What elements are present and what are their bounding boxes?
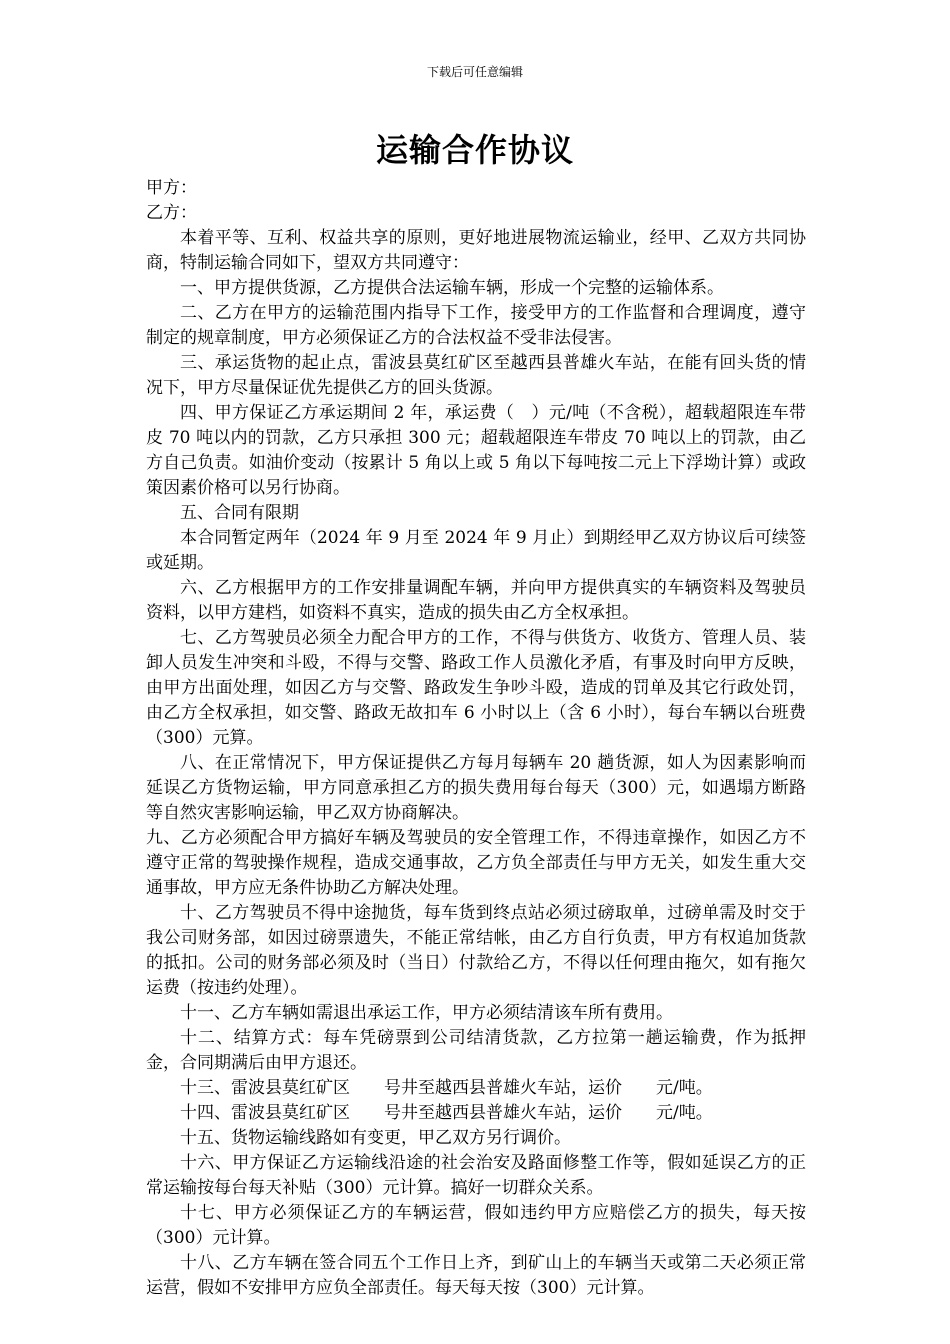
- document-title: 运输合作协议: [375, 131, 574, 169]
- document-body: [146, 176, 806, 1301]
- paragraph: 十六、甲方保证乙方运输线沿途的社会治安及路面修整工作等，假如延误乙方的正常运输按每台每天补贴（300）元计算。搞好一切群众关系。: [146, 1153, 806, 1198]
- paragraph: 三、承运货物的起止点，雷波县莫红矿区至越西县普雄火车站，在能有回头货的情况下，甲方尽量保证优先提供乙方的回头货源。: [146, 353, 806, 398]
- paragraph: 十二、结算方式：每车凭磅票到公司结清货款，乙方拉第一趟运输费，作为抵押金，合同期满后由甲方退还。: [146, 1028, 806, 1073]
- paragraph: 四、甲方保证乙方承运期间 2 年，承运费（ ）元/吨（不含税），超载超限连车带皮 70 吨以内的罚款，乙方只承担 300 元；超载超限连车带皮 70 吨以上的罚款，由乙方自己负责。如油价变动（按累计 5 角以上或 5 角以下每吨按二元上下浮坳计算）或政策因素价格可以另行协商。: [146, 403, 806, 498]
- paragraph: 甲方：: [146, 178, 197, 198]
- header-note: 下载后可任意编辑: [426, 65, 523, 79]
- paragraph: 本着平等、互利、权益共享的原则，更好地进展物流运输业，经甲、乙双方共同协商，特制运输合同如下，望双方共同遵守：: [146, 228, 806, 273]
- paragraph: 九、乙方必须配合甲方搞好车辆及驾驶员的安全管理工作，不得违章操作，如因乙方不遵守正常的驾驶操作规程，造成交通事故，乙方负全部责任与甲方无关，如发生重大交通事故，甲方应无条件协助乙方解决处理。: [146, 828, 806, 898]
- paragraph: 乙方：: [146, 203, 197, 223]
- paragraph: 十一、乙方车辆如需退出承运工作，甲方必须结清该车所有费用。: [180, 1003, 673, 1023]
- paragraph: 十、乙方驾驶员不得中途抛货，每车货到终点站必须过磅取单，过磅单需及时交于我公司财务部，如因过磅票遗失，不能正常结帐，由乙方自行负责，甲方有权追加货款的抵扣。公司的财务部必须及时（当日）付款给乙方，不得以任何理由拖欠，如有拖欠运费（按违约处理）。: [146, 903, 806, 998]
- paragraph: 一、甲方提供货源，乙方提供合法运输车辆，形成一个完整的运输体系。: [180, 278, 724, 298]
- paragraph: 十七、甲方必须保证乙方的车辆运营，假如违约甲方应赔偿乙方的损失，每天按（300）元计算。: [146, 1203, 806, 1248]
- paragraph: 七、乙方驾驶员必须全力配合甲方的工作，不得与供货方、收货方、管理人员、装卸人员发生冲突和斗殴，不得与交警、路政工作人员激化矛盾，有事及时向甲方反映，由甲方出面处理，如因乙方与交警、路政发生争吵斗殴，造成的罚单及其它行政处罚，由乙方全权承担，如交警、路政无故扣车 6 小时以上（含 6 小时），每台车辆以台班费（300）元算。: [146, 628, 806, 748]
- paragraph: 八、在正常情况下，甲方保证提供乙方每月每辆车 20 趟货源，如人为因素影响而延误乙方货物运输，甲方同意承担乙方的损失费用每台每天（300）元，如遇塌方断路等自然灾害影响运输，甲乙双方协商解决。: [146, 753, 806, 823]
- paragraph: 十八、乙方车辆在签合同五个工作日上齐，到矿山上的车辆当天或第二天必须正常运营，假如不安排甲方应负全部责任。每天每天按（300）元计算。: [146, 1253, 806, 1298]
- paragraph: 十四、雷波县莫红矿区 号井至越西县普雄火车站，运价 元/吨。: [180, 1103, 713, 1123]
- paragraph: 六、乙方根据甲方的工作安排量调配车辆，并向甲方提供真实的车辆资料及驾驶员资料，以甲方建档，如资料不真实，造成的损失由乙方全权承担。: [146, 578, 806, 623]
- paragraph: 本合同暂定两年（2024 年 9 月至 2024 年 9 月止）到期经甲乙双方协议后可续签或延期。: [146, 528, 806, 573]
- paragraph: 二、乙方在甲方的运输范围内指导下工作，接受甲方的工作监督和合理调度，遵守制定的规章制度，甲方必须保证乙方的合法权益不受非法侵害。: [146, 303, 806, 348]
- paragraph: 十三、雷波县莫红矿区 号井至越西县普雄火车站，运价 元/吨。: [180, 1078, 713, 1098]
- paragraph: 十五、货物运输线路如有变更，甲乙双方另行调价。: [180, 1128, 571, 1148]
- paragraph: 五、合同有限期: [180, 503, 299, 523]
